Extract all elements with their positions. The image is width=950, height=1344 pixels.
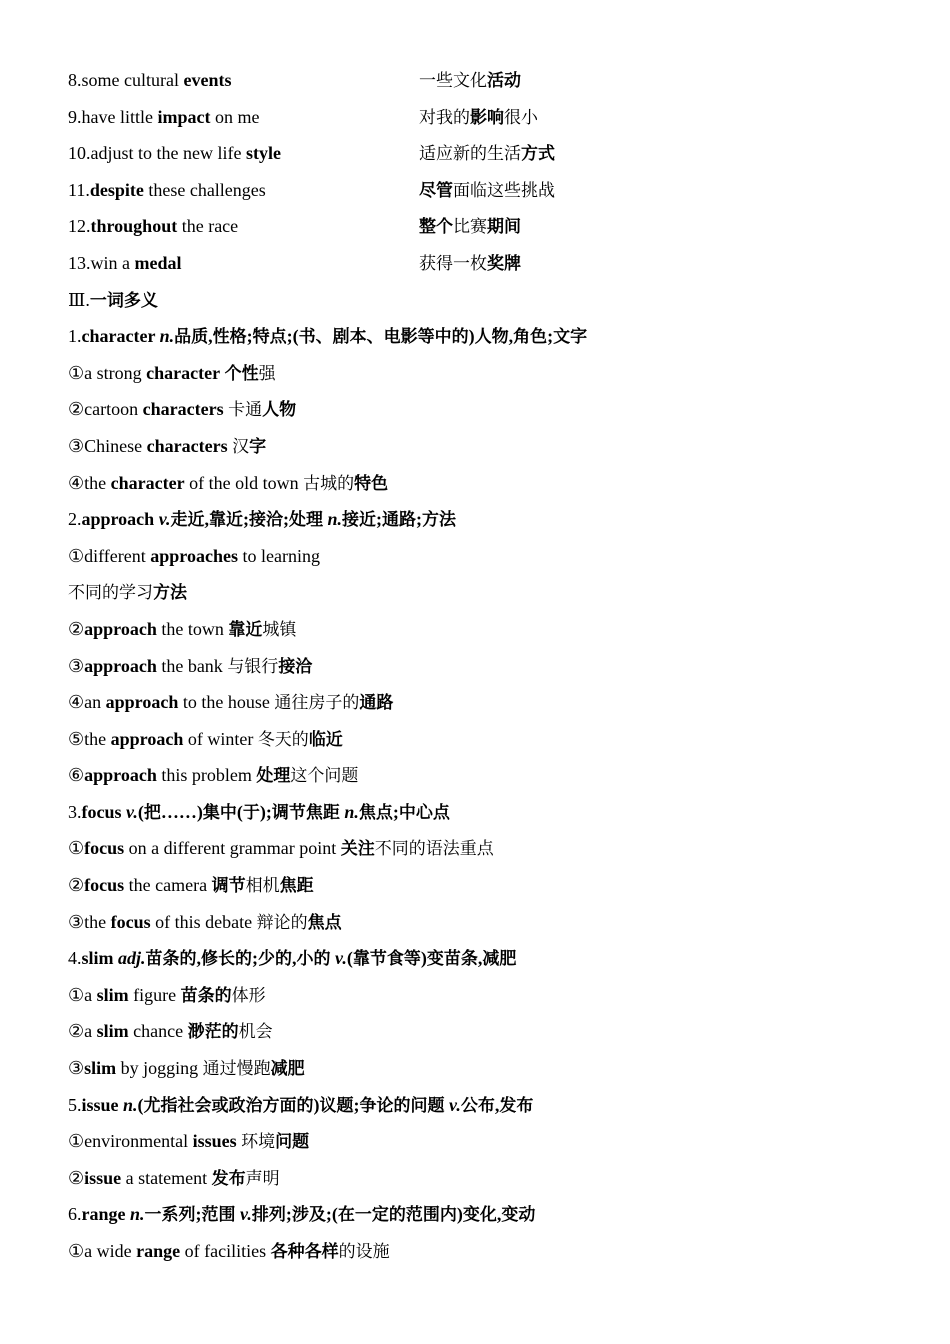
- text-run: ①environmental: [68, 1131, 193, 1152]
- text-run: characters: [146, 435, 228, 456]
- text-run: approach: [84, 765, 157, 786]
- text-run: adj.: [118, 948, 146, 969]
- text-run: 处理: [289, 510, 324, 531]
- text-run: v.: [126, 801, 138, 822]
- entry-line: [68, 574, 888, 611]
- text-run: 整个: [419, 217, 453, 238]
- text-run: 卡通: [228, 400, 263, 421]
- text-run: ②cartoon: [68, 399, 143, 420]
- text-run: ;: [243, 509, 250, 530]
- text-run: 汉: [232, 436, 250, 457]
- entry-line: [68, 611, 888, 648]
- text-run: 影响: [470, 107, 504, 128]
- text-run: 获得一枚: [419, 253, 487, 274]
- text-run: 减肥: [482, 949, 517, 970]
- text-run: v.: [158, 509, 171, 530]
- phrase-english: [68, 99, 419, 136]
- text-run: character: [146, 362, 221, 383]
- phrase-chinese: [419, 135, 888, 172]
- text-run: focus: [110, 911, 151, 932]
- text-run: 书、剧本、电影等中的: [298, 327, 469, 348]
- text-run: 苗条的: [145, 949, 197, 970]
- section-title: [68, 282, 888, 319]
- text-run: a statement: [121, 1167, 212, 1188]
- text-run: 变苗条: [426, 949, 478, 970]
- text-run: 4.: [68, 948, 82, 969]
- entry-line: [68, 465, 888, 502]
- text-run: ,: [477, 948, 483, 969]
- text-run: ①different: [68, 545, 151, 566]
- text-run: ②a: [68, 1021, 97, 1042]
- text-run: ⑤the: [68, 728, 111, 749]
- text-run: 公布: [460, 1095, 495, 1116]
- text-run: 涉及: [291, 1205, 326, 1226]
- entry-line: [68, 318, 888, 355]
- polysemy-list: [68, 318, 888, 1269]
- phrase-english: [68, 172, 419, 209]
- text-run: ①a wide: [68, 1241, 137, 1261]
- text-run: 减肥: [270, 1059, 305, 1080]
- entry-line: [68, 830, 888, 867]
- text-run: 对我的: [419, 107, 470, 128]
- text-run: 方法: [153, 583, 187, 604]
- text-run: have little: [81, 106, 158, 127]
- text-run: v.: [335, 948, 347, 969]
- text-run: 焦点: [307, 912, 342, 933]
- phrase-english: [68, 208, 419, 245]
- text-run: 一词多义: [89, 290, 158, 311]
- text-run: 范围: [201, 1205, 236, 1226]
- text-run: 的设施: [338, 1242, 390, 1262]
- phrase-number: 13.: [68, 252, 91, 273]
- text-run: focus: [84, 875, 125, 896]
- text-run: 机会: [238, 1022, 273, 1043]
- text-run: v.: [449, 1094, 461, 1115]
- entry-line: [68, 355, 888, 392]
- text-run: focus: [81, 801, 126, 822]
- entry-line: [68, 1233, 888, 1270]
- text-run: range: [136, 1241, 181, 1261]
- text-run: approach: [105, 692, 179, 713]
- entry-line: [68, 977, 888, 1014]
- text-run: 通路: [382, 510, 417, 531]
- phrase-number: 8.: [68, 70, 82, 90]
- text-run: ): [313, 1094, 320, 1115]
- text-run: character: [81, 326, 160, 347]
- text-run: figure: [128, 984, 181, 1005]
- phrase-number: 11.: [68, 179, 90, 200]
- text-run: 焦点: [358, 802, 393, 823]
- text-run: 变动: [501, 1205, 536, 1226]
- text-run: ;: [376, 509, 383, 530]
- text-run: issue: [84, 1167, 122, 1188]
- text-run: adjust to the new life: [90, 143, 246, 164]
- text-run: 靠近: [228, 619, 263, 640]
- text-run: the bank: [156, 655, 228, 676]
- phrase-chinese: [419, 245, 888, 282]
- phrase-english: [68, 135, 419, 172]
- text-run: ②: [68, 618, 85, 639]
- text-run: 文字: [553, 327, 588, 348]
- text-run: 性格: [212, 327, 247, 348]
- text-run: n.: [123, 1094, 138, 1115]
- text-run: 把: [143, 802, 161, 823]
- text-run: impact: [157, 106, 211, 127]
- text-run: 靠节食等: [352, 949, 421, 970]
- text-run: the town: [156, 618, 229, 639]
- text-run: 靠近: [209, 510, 244, 531]
- text-run: n.: [130, 1204, 145, 1225]
- text-run: n.: [327, 509, 343, 530]
- text-run: 少的: [258, 949, 293, 970]
- text-run: 与银行: [227, 656, 279, 677]
- text-run: 个性: [224, 363, 259, 384]
- entry-line: [68, 867, 888, 904]
- phrase-row: [68, 208, 888, 245]
- text-run: slim: [96, 984, 129, 1005]
- phrase-row: [68, 62, 888, 99]
- phrase-number: 10.: [68, 143, 91, 164]
- text-run: 相机: [245, 876, 280, 897]
- entry-line: [68, 428, 888, 465]
- text-run: 1.: [68, 326, 82, 347]
- entry-line: [68, 648, 888, 685]
- text-run: 6.: [68, 1204, 82, 1225]
- text-run: ;: [353, 1094, 360, 1115]
- text-run: ;: [283, 509, 290, 530]
- entry-line: [68, 1013, 888, 1050]
- text-run: 发布: [211, 1168, 246, 1189]
- text-run: 接洽: [278, 656, 313, 677]
- entry-line: [68, 684, 888, 721]
- text-run: 3.: [68, 801, 82, 822]
- text-run: 不同的学习: [68, 583, 153, 604]
- text-run: ;(: [286, 326, 299, 347]
- text-run: ⑥: [68, 765, 85, 786]
- text-run: ;: [246, 326, 253, 347]
- document-page: [68, 62, 888, 1270]
- text-run: ③: [68, 655, 85, 676]
- text-run: ;: [195, 1204, 202, 1225]
- text-run: );: [259, 801, 272, 822]
- text-run: to the house: [178, 692, 275, 713]
- text-run: ①: [68, 838, 85, 859]
- text-run: 关注: [340, 839, 375, 860]
- text-run: ④an: [68, 692, 106, 713]
- text-run: 处理: [256, 766, 291, 787]
- text-run: ): [420, 948, 427, 969]
- text-run: 人物: [262, 400, 297, 421]
- text-run: 通过慢跑: [202, 1059, 271, 1080]
- text-run: ④the: [68, 472, 111, 493]
- text-run: ;: [252, 948, 259, 969]
- text-run: of facilities: [180, 1241, 271, 1261]
- text-run: ;: [416, 509, 423, 530]
- text-run: v.: [240, 1204, 252, 1225]
- text-run: 特点: [252, 327, 287, 348]
- text-run: focus: [84, 838, 125, 859]
- phrase-row: [68, 172, 888, 209]
- text-run: 城镇: [262, 619, 297, 640]
- text-run: 小的: [296, 949, 331, 970]
- text-run: ②: [68, 875, 85, 896]
- text-run: 体形: [231, 985, 266, 1006]
- text-run: ①a: [68, 984, 97, 1005]
- text-run: 各种各样: [270, 1242, 339, 1262]
- text-run: 通往房子的: [274, 693, 360, 714]
- text-run: 中心点: [398, 802, 450, 823]
- text-run: 角色: [513, 327, 548, 348]
- text-run: this problem: [156, 765, 257, 786]
- text-run: 一系列: [144, 1205, 196, 1226]
- entry-line: [68, 501, 888, 538]
- entry-line: [68, 1087, 888, 1124]
- text-run: ②: [68, 1167, 85, 1188]
- text-run: of winter: [183, 728, 258, 749]
- text-run: ): [456, 1204, 463, 1225]
- text-run: 问题: [275, 1132, 310, 1153]
- text-run: 人物: [474, 327, 509, 348]
- text-run: 渺茫的: [187, 1022, 239, 1043]
- text-run: 苗条的: [180, 985, 232, 1006]
- text-run: ,: [292, 948, 297, 969]
- entry-line: [68, 1123, 888, 1160]
- text-run: ,: [196, 948, 202, 969]
- text-run: Ⅲ.: [68, 289, 90, 310]
- entry-line: [68, 538, 888, 575]
- text-run: 特色: [354, 473, 389, 494]
- entry-line: [68, 1160, 888, 1197]
- phrase-chinese: [419, 99, 888, 136]
- text-run: issue: [81, 1094, 124, 1115]
- text-run: ③the: [68, 911, 111, 932]
- text-run: (: [137, 801, 144, 822]
- text-run: 期间: [487, 217, 521, 238]
- text-run: (: [346, 948, 353, 969]
- text-run: ;: [547, 326, 554, 347]
- text-run: 这个问题: [290, 766, 359, 787]
- phrase-chinese: [419, 208, 888, 245]
- text-run: 字: [249, 436, 267, 457]
- entry-line: [68, 1196, 888, 1233]
- text-run: 尤指社会或政治方面的: [143, 1095, 314, 1116]
- text-run: ,: [204, 509, 210, 530]
- text-run: 环境: [241, 1132, 276, 1153]
- text-run: 临近: [308, 729, 343, 750]
- text-run: style: [245, 143, 281, 164]
- text-run: 议题: [319, 1095, 354, 1116]
- text-run: 变化: [462, 1205, 497, 1226]
- text-run: 于: [242, 802, 260, 823]
- text-run: ;: [392, 801, 399, 822]
- text-run: 通路: [359, 693, 394, 714]
- text-run: the race: [177, 216, 239, 237]
- text-run: 接洽: [249, 510, 284, 531]
- text-run: to learning: [237, 545, 320, 566]
- text-run: 集中: [202, 802, 237, 823]
- text-run: 接近: [342, 510, 377, 531]
- text-run: the camera: [124, 875, 212, 896]
- text-run: characters: [142, 399, 224, 420]
- text-run: 比赛: [453, 217, 487, 238]
- text-run: 走近: [170, 510, 205, 531]
- text-run: throughout: [90, 216, 178, 237]
- text-run: of this debate: [150, 911, 257, 932]
- text-run: 发布: [499, 1095, 534, 1116]
- text-run: 在一定的范围内: [337, 1205, 457, 1226]
- text-run: 调节: [211, 876, 246, 897]
- text-run: ……): [160, 801, 203, 822]
- text-run: despite: [89, 179, 144, 200]
- text-run: 活动: [487, 71, 521, 91]
- phrase-row: [68, 245, 888, 282]
- entry-line: [68, 1050, 888, 1087]
- text-run: 尽管: [419, 180, 453, 201]
- text-run: 方法: [422, 510, 457, 531]
- text-run: ,: [208, 326, 213, 347]
- text-run: some cultural: [81, 70, 184, 90]
- text-run: 面临这些挑战: [453, 180, 555, 201]
- text-run: 很小: [504, 107, 538, 128]
- text-run: approach: [84, 655, 157, 676]
- text-run: 冬天的: [257, 729, 309, 750]
- text-run: approaches: [150, 545, 238, 566]
- phrase-number: 9.: [68, 106, 82, 127]
- text-run: ①a strong: [68, 362, 147, 383]
- text-run: 品质: [174, 327, 209, 348]
- text-run: ,: [496, 1204, 502, 1225]
- text-run: of the old town: [184, 472, 304, 493]
- phrase-english: [68, 62, 419, 99]
- text-run: ,: [494, 1094, 500, 1115]
- phrase-number: 12.: [68, 216, 91, 237]
- text-run: 辩论的: [256, 912, 308, 933]
- text-run: 5.: [68, 1094, 82, 1115]
- text-run: 适应新的生活: [419, 144, 521, 165]
- text-run: 声明: [245, 1168, 280, 1189]
- text-run: 方式: [521, 144, 555, 165]
- text-run: approach: [81, 509, 159, 530]
- entry-line: [68, 757, 888, 794]
- text-run: ;(: [325, 1204, 338, 1225]
- text-run: ;: [285, 1204, 292, 1225]
- phrase-chinese: [419, 172, 888, 209]
- text-run: events: [183, 70, 232, 90]
- text-run: 焦距: [279, 876, 314, 897]
- text-run: approach: [110, 728, 184, 749]
- text-run: 排列: [251, 1205, 286, 1226]
- text-run: 一些文化: [419, 71, 487, 91]
- text-run: ③Chinese: [68, 435, 147, 456]
- text-run: 奖牌: [487, 253, 521, 274]
- text-run: 争论的问题: [359, 1095, 445, 1116]
- entry-line: [68, 721, 888, 758]
- entry-line: [68, 391, 888, 428]
- text-run: approach: [84, 618, 157, 639]
- text-run: slim: [84, 1058, 117, 1079]
- text-run: character: [110, 472, 185, 493]
- phrase-english: [68, 245, 419, 282]
- phrase-row: [68, 135, 888, 172]
- text-run: range: [81, 1204, 130, 1225]
- phrase-list: [68, 62, 888, 282]
- text-run: chance: [128, 1021, 188, 1042]
- text-run: slim: [96, 1021, 129, 1042]
- text-run: 修长的: [201, 949, 253, 970]
- text-run: on a different grammar point: [124, 838, 341, 859]
- text-run: 2.: [68, 509, 82, 530]
- text-run: issues: [192, 1131, 237, 1152]
- text-run: 古城的: [303, 473, 355, 494]
- text-run: on me: [210, 106, 260, 127]
- text-run: (: [137, 1094, 144, 1115]
- text-run: n.: [344, 801, 359, 822]
- text-run: these challenges: [143, 179, 266, 200]
- entry-line: [68, 794, 888, 831]
- phrase-chinese: [419, 62, 888, 99]
- text-run: 不同的语法重点: [374, 839, 494, 860]
- text-run: 调节焦距: [271, 802, 340, 823]
- text-run: by jogging: [116, 1058, 203, 1079]
- text-run: ,: [508, 326, 514, 347]
- text-run: ): [468, 326, 475, 347]
- entry-line: [68, 904, 888, 941]
- phrase-row: [68, 99, 888, 136]
- text-run: medal: [134, 252, 182, 273]
- text-run: 强: [258, 363, 276, 384]
- text-run: win a: [90, 252, 135, 273]
- text-run: (: [236, 801, 243, 822]
- text-run: ③: [68, 1058, 85, 1079]
- text-run: n.: [159, 326, 175, 347]
- entry-line: [68, 940, 888, 977]
- text-run: slim: [81, 948, 119, 969]
